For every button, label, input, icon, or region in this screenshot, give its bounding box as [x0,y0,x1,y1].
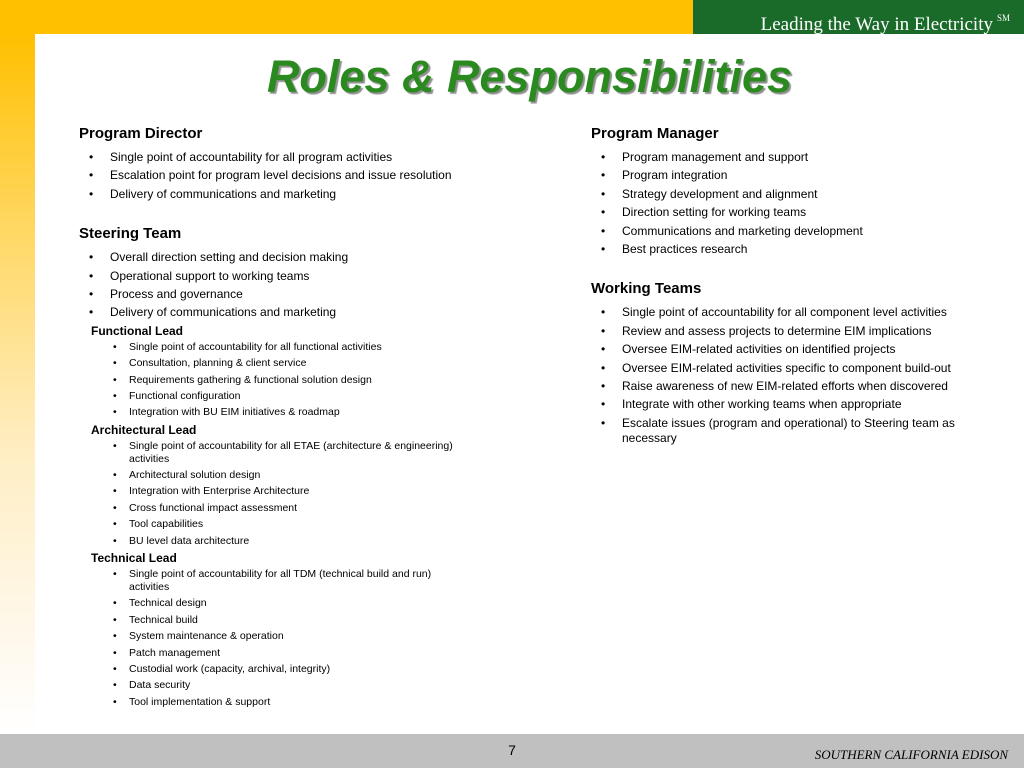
list-item: • Single point of accountability for all functional activities [79,341,509,354]
list-item: • Tool capabilities [79,518,509,531]
list-item: • Architectural solution design [79,469,509,482]
program-director-heading: Program Director [79,125,203,142]
program-director-list [79,150,509,202]
program-manager-list [591,150,991,257]
service-mark: SM [996,13,1010,23]
list-item: • Single point of accountability for all program activities [79,150,509,165]
architectural-lead-list [79,440,509,548]
left-column [79,124,509,712]
tagline-text: Leading the Way in Electricity [760,14,993,35]
list-item: • Requirements gathering & functional solution design [79,374,509,387]
list-item: • Integration with BU EIM initiatives & roadmap [79,406,509,419]
list-item: • Functional configuration [79,390,509,403]
list-item: • Single point of accountability for all ETAE (architecture & engineering) activities [79,440,509,466]
technical-lead-list [79,568,509,709]
footer-company-name: SOUTHERN CALIFORNIA EDISON [814,747,1008,762]
list-item: • Process and governance [79,287,509,302]
functional-lead-heading: Functional Lead [91,323,184,338]
list-item: • Overall direction setting and decision making [79,250,509,265]
list-item: • Escalate issues (program and operational) to Steering team as necessary [591,416,991,446]
page-number: 7 [508,742,516,758]
list-item: • Raise awareness of new EIM-related efforts when discovered [591,379,991,394]
list-item: • BU level data architecture [79,535,509,548]
list-item: • Cross functional impact assessment [79,502,509,515]
list-item: • Data security [79,679,509,692]
list-item: • Tool implementation & support [79,696,509,709]
list-item: • Direction setting for working teams [591,205,991,220]
right-column [591,124,991,449]
list-item: • Best practices research [591,242,991,257]
architectural-lead-heading: Architectural Lead [91,422,197,437]
list-item: • Operational support to working teams [79,269,509,284]
list-item: • Oversee EIM-related activities specific to component build-out [591,361,991,376]
header-tagline [693,0,1024,34]
list-item: • Program management and support [591,150,991,165]
list-item: • Single point of accountability for all TDM (technical build and run) activities [79,568,509,594]
working-teams-list [591,305,991,445]
list-item: • Review and assess projects to determine EIM implications [591,324,991,339]
technical-lead-heading: Technical Lead [91,551,177,566]
list-item: • Delivery of communications and marketing [79,305,509,320]
functional-lead-list [79,341,509,420]
list-item: • Escalation point for program level decisions and issue resolution [79,168,509,183]
list-item: • Technical design [79,597,509,610]
list-item: • Strategy development and alignment [591,187,991,202]
steering-team-heading: Steering Team [79,225,182,243]
list-item: • Technical build [79,614,509,627]
working-teams-heading: Working Teams [591,280,702,298]
list-item: • System maintenance & operation [79,630,509,643]
steering-team-list [79,250,509,320]
list-item: • Oversee EIM-related activities on identified projects [591,342,991,357]
left-accent-stripe [0,34,35,734]
list-item: • Integrate with other working teams when appropriate [591,397,991,412]
list-item: • Custodial work (capacity, archival, integrity) [79,663,509,676]
list-item: • Consultation, planning & client service [79,357,509,370]
list-item: • Program integration [591,168,991,183]
list-item: • Delivery of communications and marketing [79,187,509,202]
list-item: • Integration with Enterprise Architecture [79,485,509,498]
list-item: • Patch management [79,647,509,660]
list-item: • Communications and marketing development [591,224,991,239]
list-item: • Single point of accountability for all component level activities [591,305,991,320]
program-manager-heading: Program Manager [591,125,719,142]
page-title: Roles & Responsibilities [266,51,793,102]
